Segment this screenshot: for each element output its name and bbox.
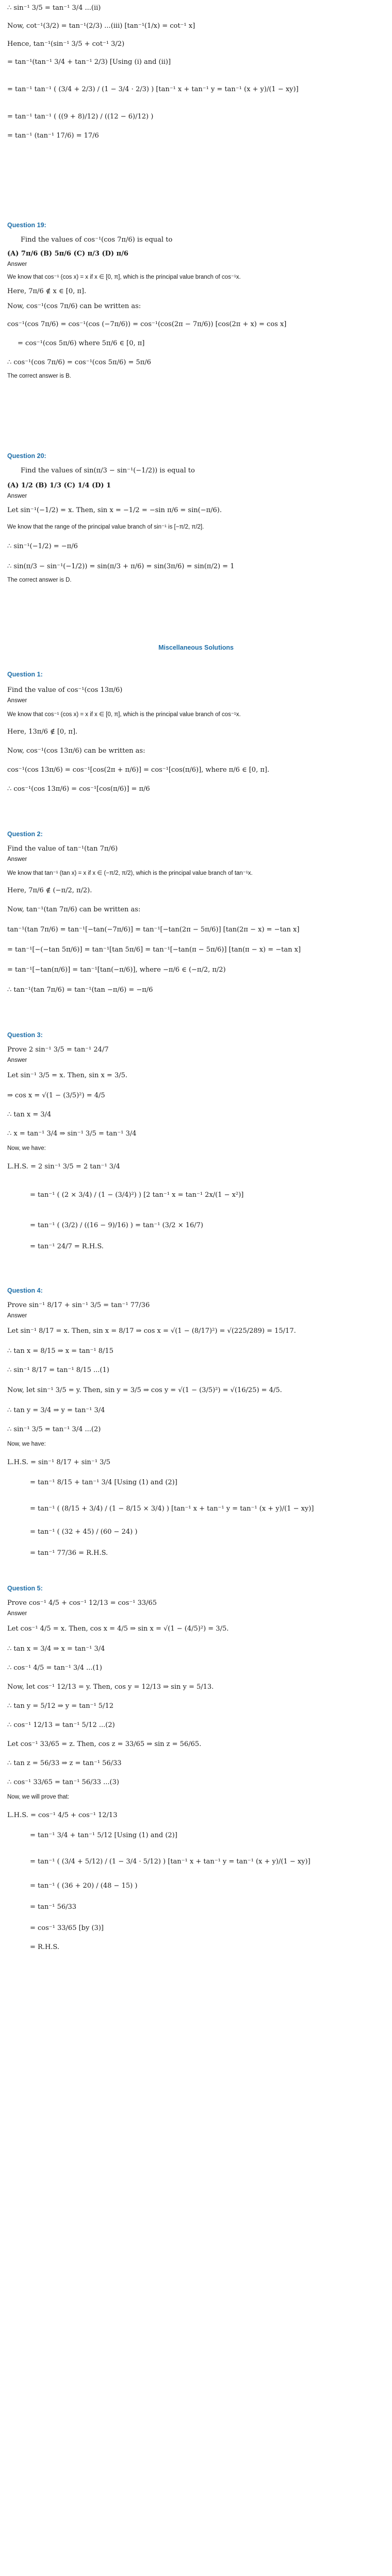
q19-line: cos⁻¹(cos 7π/6) = cos⁻¹(cos (−7π/6)) = cos⁻¹(cos(2π − 7π/6)) [cos(2π + x) = cos x] <box>7 320 287 328</box>
q20-line: We know that the range of the principal value branch of sin⁻¹ is [−π/2, π/2]. <box>7 524 204 530</box>
m4-line: Let sin⁻¹ 8/17 = x. Then, sin x = 8/17 ⇒ cos x = √(1 − (8/17)²) = √(225/289) = 15/17. <box>7 1327 296 1335</box>
m5-line: ∴ cos⁻¹ 4/5 = tan⁻¹ 3/4 ...(1) <box>7 1664 102 1672</box>
misc-question-5-heading: Question 5: <box>7 1585 43 1592</box>
q19-line: = cos⁻¹(cos 5π/6) where 5π/6 ∈ [0, π] <box>18 340 145 347</box>
m3-line: = tan⁻¹ ( (3/2) / ((16 − 9)/16) ) = tan⁻¹ (3/2 × 16/7) <box>30 1222 204 1229</box>
top-line: = tan⁻¹(tan⁻¹ 3/4 + tan⁻¹ 2/3) [Using (i) and (ii)] <box>7 58 171 66</box>
q19-line: We know that cos⁻¹ (cos x) = x if x ∈ [0, π], which is the principal value branch of cos⁻¹x. <box>7 274 241 280</box>
m5-line: ∴ cos⁻¹ 12/13 = tan⁻¹ 5/12 ...(2) <box>7 1721 115 1729</box>
m4-answer-label: Answer <box>7 1313 27 1319</box>
m4-line: Now, we have: <box>7 1441 46 1447</box>
misc-question-2-body <box>7 845 301 994</box>
misc-question-4-body <box>7 1301 314 1557</box>
m4-line: = tan⁻¹ 77/36 = R.H.S. <box>30 1549 108 1557</box>
m3-answer-label: Answer <box>7 1057 27 1063</box>
misc-question-1-body <box>7 686 269 793</box>
question-20-heading: Question 20: <box>7 452 46 460</box>
m4-line: ∴ sin⁻¹ 3/5 = tan⁻¹ 3/4 ...(2) <box>7 1426 101 1433</box>
m4-line: L.H.S. = sin⁻¹ 8/17 + sin⁻¹ 3/5 <box>7 1459 111 1466</box>
m4-line: = tan⁻¹ ( (8/15 + 3/4) / (1 − 8/15 × 3/4) ) [tan⁻¹ x + tan⁻¹ y = tan⁻¹ (x + y)/(1 − xy)] <box>30 1505 314 1513</box>
m5-line: Prove cos⁻¹ 4/5 + cos⁻¹ 12/13 = cos⁻¹ 33/65 <box>7 1599 157 1607</box>
m3-line: = tan⁻¹ 24/7 = R.H.S. <box>30 1243 104 1250</box>
question-19-body <box>7 236 286 380</box>
m5-line: ∴ tan x = 3/4 ⇒ x = tan⁻¹ 3/4 <box>7 1645 105 1653</box>
m5-line: = R.H.S. <box>30 1943 59 1951</box>
m5-line: Now, we will prove that: <box>7 1794 70 1800</box>
m3-line: = tan⁻¹ ( (2 × 3/4) / (1 − (3/4)²) ) [2 tan⁻¹ x = tan⁻¹ 2x/(1 − x²)] <box>30 1191 244 1199</box>
m3-line: L.H.S. = 2 sin⁻¹ 3/5 = 2 tan⁻¹ 3/4 <box>7 1163 120 1171</box>
m3-line: Prove 2 sin⁻¹ 3/5 = tan⁻¹ 24/7 <box>7 1046 109 1054</box>
question-20-body <box>7 467 234 584</box>
m2-line: Now, tan⁻¹(tan 7π/6) can be written as: <box>7 906 141 913</box>
m1-line: cos⁻¹(cos 13π/6) = cos⁻¹[cos(2π + π/6)] = cos⁻¹[cos(π/6)], where π/6 ∈ [0, π]. <box>7 766 270 774</box>
m1-line: ∴ cos⁻¹(cos 13π/6) = cos⁻¹[cos(π/6)] = π/6 <box>7 785 150 793</box>
misc-question-1-heading: Question 1: <box>7 671 43 678</box>
top-line: = tan⁻¹ tan⁻¹ ( ((9 + 8)/12) / ((12 − 6)/12) ) <box>7 113 154 121</box>
question-19-heading: Question 19: <box>7 222 46 229</box>
q19-line: Find the values of cos⁻¹(cos 7π/6) is equal to <box>21 236 173 244</box>
m2-line: Find the value of tan⁻¹(tan 7π/6) <box>7 845 118 853</box>
misc-question-5-body <box>7 1599 311 1951</box>
m2-line: tan⁻¹(tan 7π/6) = tan⁻¹[−tan(−7π/6)] = tan⁻¹[−tan(2π − 5π/6)] [tan(2π − x) = −tan x] <box>7 926 300 934</box>
top-line: ∴ sin⁻¹ 3/5 = tan⁻¹ 3/4 ...(ii) <box>7 4 101 12</box>
m5-line: = tan⁻¹ ( (3/4 + 5/12) / (1 − 3/4 · 5/12) ) [tan⁻¹ x + tan⁻¹ y = tan⁻¹ (x + y)/(1 − xy)] <box>30 1858 311 1866</box>
m5-line: Now, let cos⁻¹ 12/13 = y. Then, cos y = 12/13 ⇒ sin y = 5/13. <box>7 1683 214 1691</box>
m4-line: = tan⁻¹ 8/15 + tan⁻¹ 3/4 [Using (1) and (2)] <box>30 1479 177 1486</box>
m3-line: ∴ tan x = 3/4 <box>7 1111 52 1118</box>
m1-line: Now, cos⁻¹(cos 13π/6) can be written as: <box>7 747 145 755</box>
m2-answer-label: Answer <box>7 856 27 862</box>
q19-line: Here, 7π/6 ∉ x ∈ [0, π]. <box>7 287 87 295</box>
q19-line: ∴ cos⁻¹(cos 7π/6) = cos⁻¹(cos 5π/6) = 5π/6 <box>7 359 151 366</box>
m4-line: = tan⁻¹ ( (32 + 45) / (60 − 24) ) <box>30 1528 138 1536</box>
m1-answer-label: Answer <box>7 698 27 704</box>
top-line: = tan⁻¹ tan⁻¹ ( (3/4 + 2/3) / (1 − 3/4 · 2/3) ) [tan⁻¹ x + tan⁻¹ y = tan⁻¹ (x + y)/(1 − xy)] <box>7 86 299 93</box>
misc-question-3-heading: Question 3: <box>7 1031 43 1039</box>
m4-line: Prove sin⁻¹ 8/17 + sin⁻¹ 3/5 = tan⁻¹ 77/36 <box>7 1301 150 1309</box>
top-line: = tan⁻¹ (tan⁻¹ 17/6) = 17/6 <box>7 132 99 140</box>
m5-line: ∴ cos⁻¹ 33/65 = tan⁻¹ 56/33 ...(3) <box>7 1778 119 1786</box>
misc-question-2-heading: Question 2: <box>7 831 43 838</box>
q20-line: Let sin⁻¹(−1/2) = x. Then, sin x = −1/2 = −sin π/6 = sin(−π/6). <box>7 506 222 514</box>
m1-line: Here, 13π/6 ∉ [0, π]. <box>7 728 78 736</box>
q19-line: The correct answer is B. <box>7 373 71 379</box>
m2-line: ∴ tan⁻¹(tan 7π/6) = tan⁻¹(tan −π/6) = −π/6 <box>7 986 153 994</box>
q20-line: The correct answer is D. <box>7 577 72 583</box>
misc-question-3-body <box>7 1046 243 1250</box>
q19-line: Now, cos⁻¹(cos 7π/6) can be written as: <box>7 302 141 310</box>
q20-options: (A) 1/2 (B) 1/3 (C) 1/4 (D) 1 <box>7 482 111 489</box>
m1-line: Find the value of cos⁻¹(cos 13π/6) <box>7 686 123 694</box>
m5-line: = tan⁻¹ 56/33 <box>30 1903 77 1911</box>
m2-line: Here, 7π/6 ∉ (−π/2, π/2). <box>7 887 92 894</box>
top-line: Now, cot⁻¹(3/2) = tan⁻¹(2/3) ...(iii) [tan⁻¹(1/x) = cot⁻¹ x] <box>7 22 195 30</box>
m3-line: ∴ x = tan⁻¹ 3/4 ⇒ sin⁻¹ 3/5 = tan⁻¹ 3/4 <box>7 1130 137 1138</box>
q20-line: ∴ sin⁻¹(−1/2) = −π/6 <box>7 543 78 550</box>
q20-line: Find the values of sin(π/3 − sin⁻¹(−1/2)) is equal to <box>21 467 195 474</box>
m4-line: ∴ tan x = 8/15 ⇒ x = tan⁻¹ 8/15 <box>7 1347 113 1355</box>
top-line: Hence, tan⁻¹(sin⁻¹ 3/5 + cot⁻¹ 3/2) <box>7 40 125 48</box>
m2-line: = tan⁻¹[−(−tan 5π/6)] = tan⁻¹[tan 5π/6] = tan⁻¹[−tan(π − 5π/6)] [tan(π − x) = −tan x] <box>7 946 301 954</box>
top-section <box>7 4 299 140</box>
m5-line: ∴ tan z = 56/33 ⇒ z = tan⁻¹ 56/33 <box>7 1759 122 1767</box>
m4-line: ∴ tan y = 3/4 ⇒ y = tan⁻¹ 3/4 <box>7 1406 105 1414</box>
q19-answer-label: Answer <box>7 261 27 267</box>
m3-line: Let sin⁻¹ 3/5 = x. Then, sin x = 3/5. <box>7 1072 128 1079</box>
m5-line: = tan⁻¹ 3/4 + tan⁻¹ 5/12 [Using (1) and (2)] <box>30 1832 177 1839</box>
m3-line: ⇒ cos x = √(1 − (3/5)²) = 4/5 <box>7 1092 105 1099</box>
m1-line: We know that cos⁻¹ (cos x) = x if x ∈ [0, π], which is the principal value branch of cos⁻¹x. <box>7 711 241 718</box>
q20-answer-label: Answer <box>7 493 27 499</box>
m5-line: = cos⁻¹ 33/65 [by (3)] <box>30 1924 104 1932</box>
m5-line: ∴ tan y = 5/12 ⇒ y = tan⁻¹ 5/12 <box>7 1702 113 1710</box>
misc-question-4-heading: Question 4: <box>7 1287 43 1294</box>
q20-line: ∴ sin(π/3 − sin⁻¹(−1/2)) = sin(π/3 + π/6) = sin(3π/6) = sin(π/2) = 1 <box>7 563 235 570</box>
m3-line: Now, we have: <box>7 1145 46 1151</box>
m4-line: Now, let sin⁻¹ 3/5 = y. Then, sin y = 3/5 ⇒ cos y = √(1 − (3/5)²) = √(16/25) = 4/5. <box>7 1386 282 1394</box>
m5-answer-label: Answer <box>7 1611 27 1617</box>
m5-line: Let cos⁻¹ 33/65 = z. Then, cos z = 33/65 ⇒ sin z = 56/65. <box>7 1740 202 1748</box>
q19-options: (A) 7π/6 (B) 5π/6 (C) π/3 (D) π/6 <box>7 250 128 258</box>
m5-line: = tan⁻¹ ( (36 + 20) / (48 − 15) ) <box>30 1882 138 1890</box>
m2-line: We know that tan⁻¹ (tan x) = x if x ∈ (−π/2, π/2), which is the principal value branch of tan⁻¹x. <box>7 870 253 876</box>
m2-line: = tan⁻¹[−tan(π/6)] = tan⁻¹[tan(−π/6)], where −π/6 ∈ (−π/2, π/2) <box>7 966 226 974</box>
m4-line: ∴ sin⁻¹ 8/17 = tan⁻¹ 8/15 ...(1) <box>7 1366 109 1374</box>
m5-line: Let cos⁻¹ 4/5 = x. Then, cos x = 4/5 ⇒ sin x = √(1 − (4/5)²) = 3/5. <box>7 1625 229 1633</box>
m5-line: L.H.S. = cos⁻¹ 4/5 + cos⁻¹ 12/13 <box>7 1811 118 1819</box>
misc-solutions-heading: Miscellaneous Solutions <box>158 644 234 651</box>
